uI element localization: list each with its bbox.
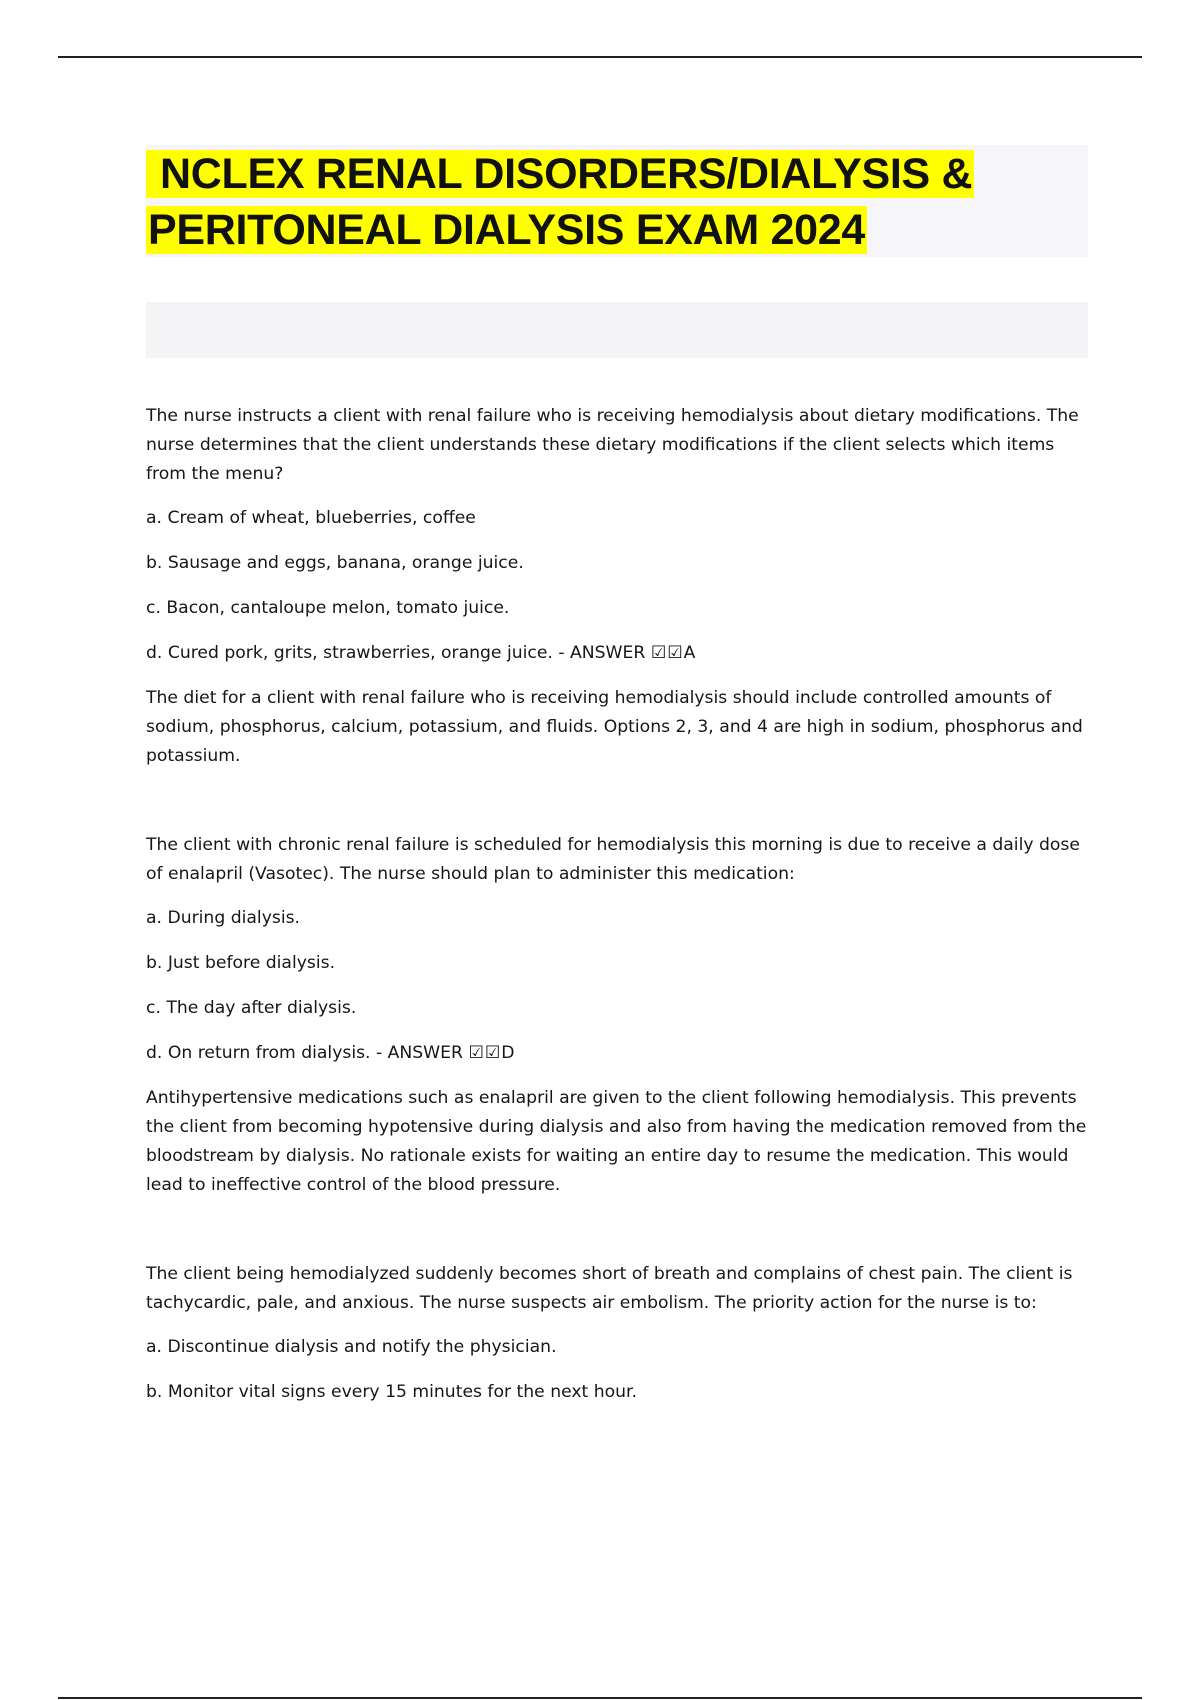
spacer bbox=[146, 1200, 1096, 1260]
title-line-1: NCLEX RENAL DISORDERS/DIALYSIS & bbox=[146, 150, 974, 198]
question-3 bbox=[146, 1260, 1096, 1407]
answer-option-a: a. During dialysis. bbox=[146, 908, 301, 928]
answer-label: ANSWER bbox=[570, 643, 646, 663]
question-2 bbox=[146, 831, 1096, 1200]
answer-option-c: c. The day after dialysis. bbox=[146, 998, 357, 1018]
answer-option-d bbox=[146, 1039, 1096, 1068]
question-stem: The nurse instructs a client with renal failure who is receiving hemodialysis about dietary modifications. The nurse determines that the client understands these dietary modifications if the client selects which items from the menu? bbox=[146, 406, 1079, 484]
answer-value: A bbox=[683, 643, 696, 663]
subtitle-placeholder-band bbox=[146, 302, 1088, 358]
option-d-text: d. Cured pork, grits, strawberries, orange juice. - bbox=[146, 643, 565, 663]
answer-option-b: b. Sausage and eggs, banana, orange juice. bbox=[146, 553, 524, 573]
answer-option-a: a. Discontinue dialysis and notify the physician. bbox=[146, 1337, 557, 1357]
question-stem: The client with chronic renal failure is scheduled for hemodialysis this morning is due to receive a daily dose of enalapril (Vasotec). The nurse should plan to administer this medication: bbox=[146, 835, 1080, 884]
spacer bbox=[146, 771, 1096, 831]
answer-option-a: a. Cream of wheat, blueberries, coffee bbox=[146, 508, 476, 528]
document-title bbox=[146, 146, 1096, 258]
option-d-text: d. On return from dialysis. - bbox=[146, 1043, 383, 1063]
answer-option-d bbox=[146, 639, 1096, 668]
answer-option-b: b. Just before dialysis. bbox=[146, 953, 336, 973]
rationale: The diet for a client with renal failure who is receiving hemodialysis should include controlled amounts of sodium, phosphorus, calcium, potassium, and fluids. Options 2, 3, and 4 are high in sodium, phosphorus and potassium. bbox=[146, 688, 1083, 766]
title-line-2: PERITONEAL DIALYSIS EXAM 2024 bbox=[148, 206, 865, 254]
answer-label: ANSWER bbox=[387, 1043, 463, 1063]
answer-option-b: b. Monitor vital signs every 15 minutes for the next hour. bbox=[146, 1382, 637, 1402]
question-1 bbox=[146, 402, 1096, 771]
top-rule bbox=[58, 56, 1142, 58]
question-stem: The client being hemodialyzed suddenly becomes short of breath and complains of chest pain. The client is tachycardic, pale, and anxious. The nurse suspects air embolism. The priority action for the nurse is to: bbox=[146, 1264, 1073, 1313]
bottom-rule bbox=[58, 1697, 1142, 1699]
document-body bbox=[146, 402, 1096, 1423]
answer-option-c: c. Bacon, cantaloupe melon, tomato juice. bbox=[146, 598, 510, 618]
answer-value: D bbox=[501, 1043, 515, 1063]
rationale: Antihypertensive medications such as enalapril are given to the client following hemodialysis. This prevents the client from becoming hypotensive during dialysis and also from having the medication removed from the bloodstream by dialysis. No rationale exists for waiting an entire day to resume the medication. This would lead to ineffective control of the blood pressure. bbox=[146, 1088, 1087, 1195]
checkbox-icon: ☑☑ bbox=[650, 643, 684, 663]
checkbox-icon: ☑☑ bbox=[468, 1043, 502, 1063]
